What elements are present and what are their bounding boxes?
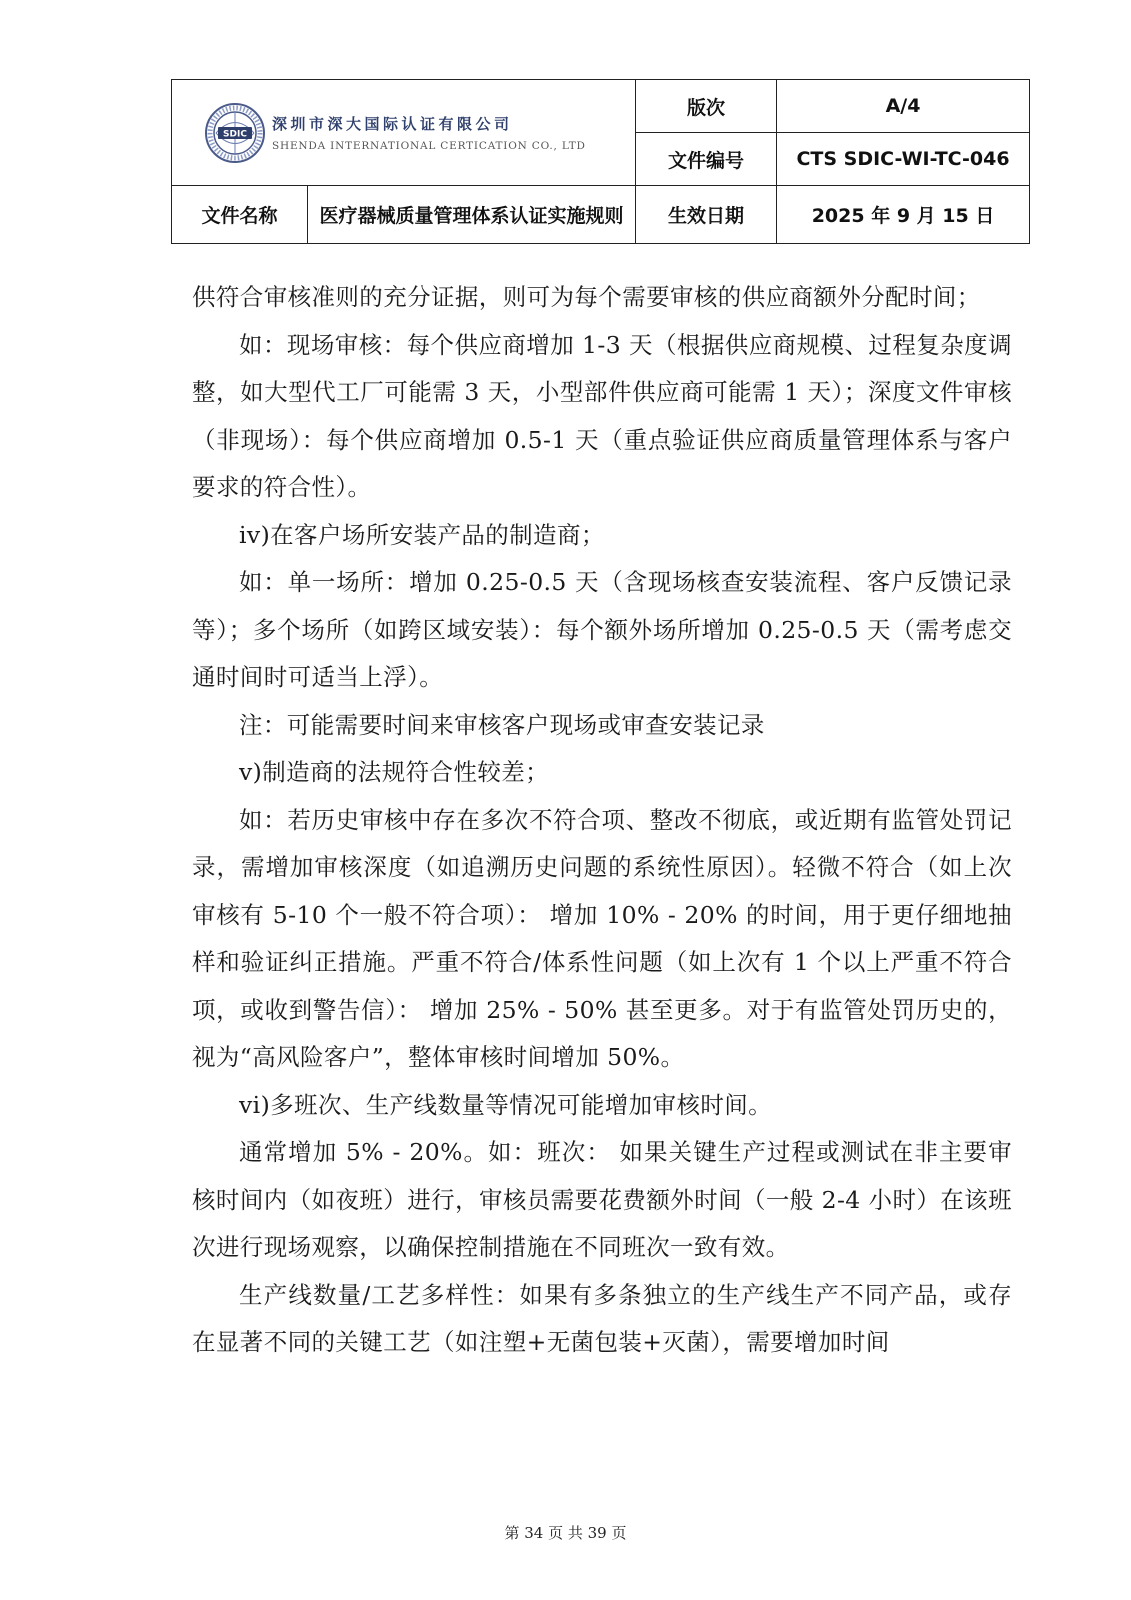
version-value: A/4 — [777, 80, 1030, 133]
body-paragraph: vi)多班次、生产线数量等情况可能增加审核时间。 — [239, 1090, 773, 1119]
body-paragraph: 生产线数量/工艺多样性：如果有多条独立的生产线生产不同产品，或存在显著不同的关键工艺（如注塑+无菌包装+灭菌），需要增加时间 — [192, 1280, 1012, 1356]
body-paragraph: 供符合审核准则的充分证据，则可为每个需要审核的供应商额外分配时间； — [192, 283, 981, 311]
doc-number-label: 文件编号 — [636, 133, 777, 186]
doc-name-value: 医疗器械质量管理体系认证实施规则 — [308, 186, 636, 244]
effective-date-label: 生效日期 — [636, 186, 777, 244]
body-paragraph: iv)在客户场所安装产品的制造商； — [239, 520, 605, 549]
body-paragraph: 如：若历史审核中存在多次不符合项、整改不彻底，或近期有监管处罚记录，需增加审核深度（如追溯历史问题的系统性原因）。轻微不符合（如上次审核有 5-10 个一般不符合项）： 增加 10% - 20% 的时间，用于更仔细地抽样和验证纠正措施。严重不符合/体系性问题（如上次有 1 个以上严重不符合项，或收到警告信）： 增加 25% - 50% 甚至更多。对于有监管处罚历史的，视为“高风险客户”，整体审核时间增加 50%。 — [192, 805, 1012, 1071]
document-body — [192, 274, 1012, 1367]
company-name-cn: 深圳市深大国际认证有限公司 — [272, 115, 513, 133]
page-number-footer: 第 34 页 共 39 页 — [504, 1524, 627, 1542]
body-paragraph: 如：单一场所：增加 0.25-0.5 天（含现场核查安装流程、客户反馈记录等）；多个场所（如跨区域安装）：每个额外场所增加 0.25-0.5 天（需考虑交通时间时可适当上浮）。 — [192, 568, 1012, 691]
body-paragraph: 通常增加 5% - 20%。如：班次： 如果关键生产过程或测试在非主要审核时间内（如夜班）进行，审核员需要花费额外时间（一般 2-4 小时）在该班次进行现场观察，以确保控制措施在不同班次一致有效。 — [192, 1138, 1012, 1261]
body-paragraph: 如：现场审核：每个供应商增加 1-3 天（根据供应商规模、过程复杂度调整，如大型代工厂可能需 3 天，小型部件供应商可能需 1 天）；深度文件审核（非现场）：每个供应商增加 0.5-1 天（重点验证供应商质量管理体系与客户要求的符合性）。 — [192, 330, 1012, 501]
company-name-en: SHENDA INTERNATIONAL CERTICATION CO., LTD — [272, 140, 586, 152]
doc-number-value: CTS SDIC-WI-TC-046 — [777, 133, 1030, 186]
version-label: 版次 — [636, 80, 777, 133]
company-logo-cell — [172, 80, 636, 186]
logo-text: SDIC — [223, 129, 247, 139]
body-paragraph: 注：可能需要时间来审核客户现场或审查安装记录 — [239, 710, 765, 739]
company-seal-logo — [204, 102, 266, 164]
document-header-table — [171, 79, 1030, 244]
body-paragraph: v)制造商的法规符合性较差； — [239, 758, 550, 786]
effective-date-value: 2025 年 9 月 15 日 — [777, 186, 1030, 244]
doc-name-label: 文件名称 — [172, 186, 308, 244]
